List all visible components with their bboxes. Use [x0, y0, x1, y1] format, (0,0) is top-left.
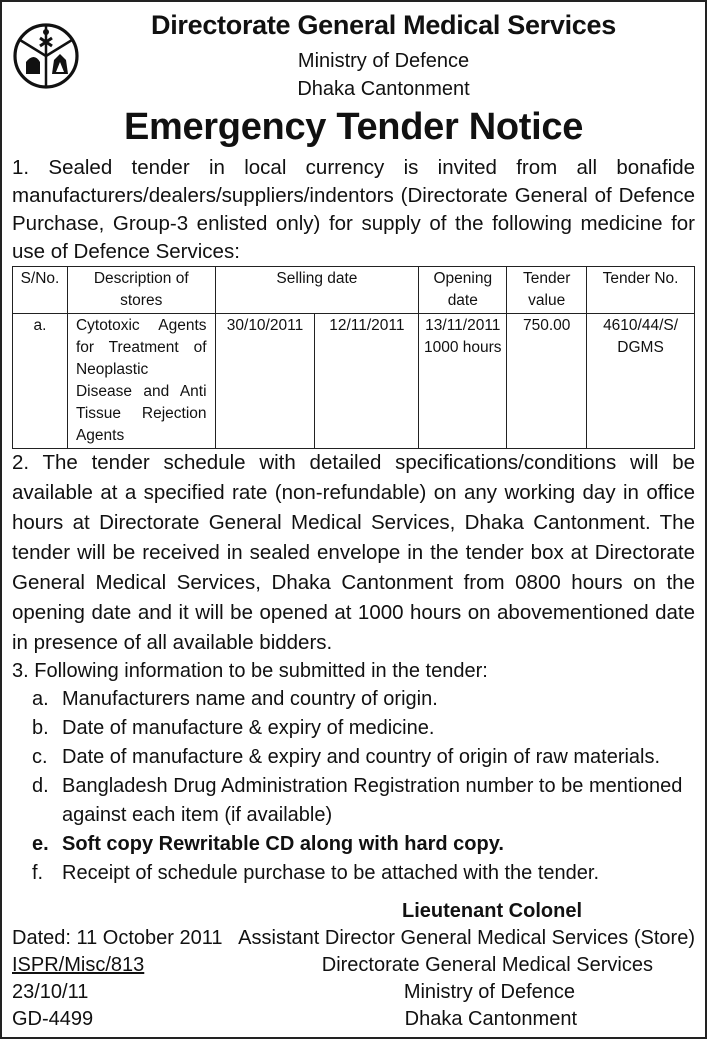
table-row — [13, 314, 695, 449]
header-location: Dhaka Cantonment — [297, 78, 470, 100]
paragraph-1: 1. Sealed tender in local currency is invited from all bonafide manufacturers/dealers/suppliers/indentors (Directorate General of Defence Purchase, Group-3 enlisted only) for supply of the following medicine for use of Defence Services: — [12, 156, 695, 263]
paragraph-2: 2. The tender schedule with detailed specifications/conditions will be available at a specified rate (non-refundable) on any working day in office hours at Directorate General Medical Services, Dhaka Cantonment. The tender will be received in sealed envelope in the tender box at Directorate General Medical Services, Dhaka Cantonment from 0800 hours on the opening date and it will be opened at 1000 hours on abovementioned date in presence of all available bidders. — [12, 451, 695, 654]
col-tender-value: Tender value — [507, 267, 587, 314]
item-letter: a. — [32, 688, 49, 710]
list-item — [32, 830, 693, 859]
item-text: Manufacturers name and country of origin. — [62, 688, 438, 710]
list-item — [32, 714, 693, 743]
item-letter: f. — [32, 862, 44, 884]
cell-description: Cytotoxic Agents for Treatment of Neoplastic Disease and Anti Tissue Rejection Agents — [67, 314, 215, 449]
reference-number: ISPR/Misc/813 — [12, 954, 145, 976]
opening-date-value: 13/11/2011 — [425, 317, 501, 334]
header-ministry: Ministry of Defence — [297, 50, 470, 72]
release-date: 23/10/11 — [12, 981, 89, 1003]
list-item — [32, 743, 693, 772]
item-text: Bangladesh Drug Administration Registration number to be mentioned against each item (if available) — [62, 775, 683, 826]
col-sno: S/No. — [13, 267, 68, 314]
signer-ministry: Ministry of Defence — [403, 981, 575, 1003]
dated: Dated: 11 October 2011 — [12, 927, 223, 949]
cell-opening-date — [419, 314, 507, 449]
item-letter: b. — [32, 717, 49, 739]
item-letter: e. — [32, 833, 49, 855]
requirements-list — [32, 685, 693, 888]
signer-location: Dhaka Cantonment — [404, 1008, 577, 1030]
cell-tender-no: 4610/44/S/ DGMS — [587, 314, 695, 449]
cell-tender-value: 750.00 — [507, 314, 587, 449]
signer-organization: Directorate General Medical Services — [321, 954, 653, 976]
item-letter: c. — [32, 746, 48, 768]
list-item — [32, 772, 693, 830]
cell-sno: a. — [13, 314, 68, 449]
signer-designation: Assistant Director General Medical Services (Store) — [238, 927, 695, 949]
signer-rank: Lieutenant Colonel — [402, 900, 582, 922]
paragraph-3-heading: 3. Following information to be submitted in the tender: — [12, 660, 488, 682]
gd-number: GD-4499 — [12, 1008, 94, 1030]
col-tender-no: Tender No. — [587, 267, 695, 314]
col-description: Description of stores — [67, 267, 215, 314]
list-item — [32, 685, 693, 714]
col-opening-date: Opening date — [419, 267, 507, 314]
cell-selling-from: 30/10/2011 — [215, 314, 315, 449]
cell-selling-to: 12/11/2011 — [315, 314, 419, 449]
item-text: Date of manufacture & expiry of medicine. — [62, 717, 435, 739]
col-selling-date: Selling date — [215, 267, 419, 314]
table-header-row — [13, 267, 695, 314]
item-letter: d. — [32, 775, 49, 797]
opening-time-value: 1000 hours — [424, 339, 502, 356]
item-text: Soft copy Rewritable CD along with hard copy. — [62, 833, 504, 855]
tender-table — [12, 266, 695, 449]
notice-title: Emergency Tender Notice — [123, 106, 584, 148]
item-text: Date of manufacture & expiry and country of origin of raw materials. — [62, 746, 661, 768]
header-title: Directorate General Medical Services — [151, 10, 616, 40]
item-text: Receipt of schedule purchase to be attached with the tender. — [62, 862, 600, 884]
list-item — [32, 859, 693, 888]
